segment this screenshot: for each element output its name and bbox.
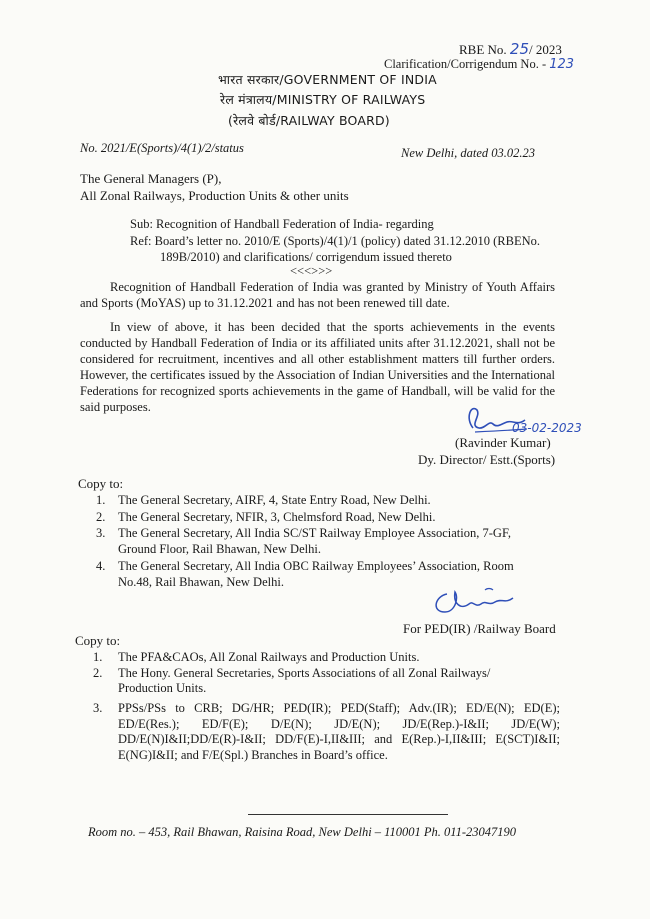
copy-to-heading-1: Copy to: [78,476,124,491]
signatory-name: (Ravinder Kumar) [455,435,551,450]
copy1-item-4-line-1: The General Secretary, All India OBC Railway Employees’ Association, Room [118,559,514,573]
subject-line: Sub: Recognition of Handball Federation of India- regarding [130,217,434,231]
rbe-year: / 2023 [529,42,562,57]
signature-2-scribble [425,584,525,620]
addressee-line-2: All Zonal Railways, Production Units & other units [80,188,349,203]
copy1-item-1: The General Secretary, AIRF, 4, State Entry Road, New Delhi. [118,493,431,507]
copy2-item-2-number: 2. [93,666,103,680]
separator: <<<>>> [290,264,333,278]
board-heading: (रेलवे बोर्ड/RAILWAY BOARD) [228,113,390,128]
copy1-item-2: The General Secretary, NFIR, 3, Chelmsford Road, New Delhi. [118,510,436,524]
clarification-line [384,57,574,72]
signature-date-handwritten: 03-02-2023 [512,421,582,435]
copy2-item-3: PPSs/PSs to CRB; DG/HR; PED(IR); PED(Staff); Adv.(IR); ED/E(N); ED(E); ED/E(Res.); ED/F(E); D/E(N); JD/E(N); JD/E(Rep.)-I&II; JD/E(W); DD/E(N)I&II;DD/E(R)-I&II; DD/F(E)-I,II&III; and E(Rep.)-I,II&III; E(SCT)I&II; E(NG)I&II; and F/E(Spl.) Branches in Board’s office. [118,701,560,762]
rbe-label: RBE No. [459,42,507,57]
paragraph-2: In view of above, it has been decided that the sports achievements in the events conducted by Handball Federation of India or its affiliated units after 31.12.2021, shall not be considered for recruitment, incentives and all other establishment matters till further orders. However, the certificates issued by the Association of Indian Universities and the International Federations for recognized sports achievements in the game of Handball, will be valid for the said purposes. [80,320,555,414]
copy1-item-4-line-2: No.48, Rail Bhawan, New Delhi. [118,575,284,589]
footer-divider [248,814,448,815]
addressee-line-1: The General Managers (P), [80,171,222,186]
rbe-number-line [459,40,562,58]
copy2-item-2-line-2: Production Units. [118,681,207,695]
paragraph-1: Recognition of Handball Federation of India was granted by Ministry of Youth Affairs and Sports (MoYAS) up to 31.12.2021 and has not been renewed till date. [80,280,555,310]
copy2-item-3-number: 3. [93,701,103,715]
copy1-item-3-line-1: The General Secretary, All India SC/ST Railway Employee Association, 7-GF, [118,526,512,540]
footer-address: Room no. – 453, Rail Bhawan, Raisina Road, New Delhi – 110001 Ph. 011-23047190 [88,825,516,839]
ministry-heading: रेल मंत्रालय/MINISTRY OF RAILWAYS [220,92,426,107]
copy2-item-2-line-1: The Hony. General Secretaries, Sports Associations of all Zonal Railways/ [118,666,491,680]
letter-date: New Delhi, dated 03.02.23 [401,146,536,160]
reference-line-1: Ref: Board’s letter no. 2010/E (Sports)/4(1)/1 (policy) dated 31.12.2010 (RBENo. [130,234,541,248]
copy-to-heading-2: Copy to: [75,633,121,648]
copy1-item-4-number: 4. [96,559,106,573]
copy2-item-1: The PFA&CAOs, All Zonal Railways and Production Units. [118,650,420,664]
file-number: No. 2021/E(Sports)/4(1)/2/status [80,141,244,155]
reference-line-2: 189B/2010) and clarifications/ corrigendum issued thereto [160,250,452,264]
copy1-item-3-line-2: Ground Floor, Rail Bhawan, New Delhi. [118,542,321,556]
govt-heading: भारत सरकार/GOVERNMENT OF INDIA [218,72,437,87]
clarification-label: Clarification/Corrigendum No. - [384,57,547,71]
clarification-number-handwritten: 123 [549,57,575,72]
copy1-item-1-number: 1. [96,493,106,507]
for-ped-line: For PED(IR) /Railway Board [403,621,556,636]
copy1-item-2-number: 2. [96,510,106,524]
copy2-item-1-number: 1. [93,650,103,664]
rbe-number-handwritten: 25 [509,40,530,58]
signatory-designation: Dy. Director/ Estt.(Sports) [418,452,556,467]
copy1-item-3-number: 3. [96,526,106,540]
